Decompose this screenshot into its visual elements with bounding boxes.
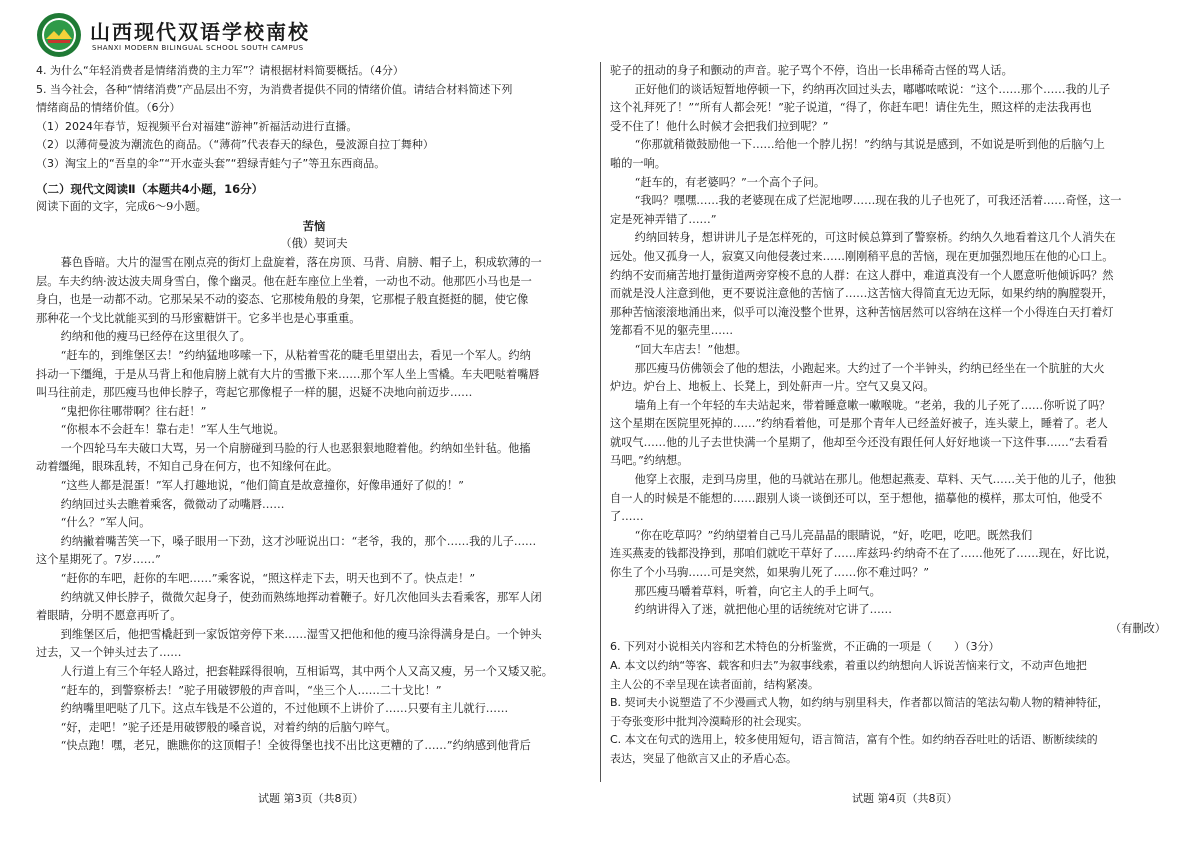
text-line: 这个星期在医院里死掉的……”约纳看着他，可是那个青年人已经盖好被子，连头蒙上，睡着了。老人 [610,417,1108,431]
text-line: 暮色昏暗。大片的湿雪在刚点亮的街灯上盘旋着，落在房顶、马背、肩膀、帽子上，积成软薄的一 [60,255,542,269]
column-divider [600,62,601,782]
story-text-right [610,62,1166,620]
text-line: 那种花一个戈比就能买到的马形蜜糖饼干。它多半也是心事重重。 [36,311,361,325]
text-line: 这个星期死了。7岁……” [36,553,161,567]
text-line: “你那就稍微鼓励他一下……给他一个脖儿拐！”约纳与其说是感到，不如说是听到他的后脑勺上 [634,138,1105,152]
text-line: 人行道上有三个年轻人路过，把套鞋踩得很响，互相诟骂，其中两个人又高又瘦，另一个又矮又驼。 [60,665,553,678]
text-line: 主人公的不幸呈现在读者面前，结构紧凑。 [610,677,819,691]
text-line: “快点跑！嘿，老兄，瞧瞧你的这顶帽子！全彼得堡也找不出比这更糟的了……”约纳感到他背后 [60,739,531,753]
question-4-5 [36,62,592,174]
story-author: （俄）契诃夫 [280,237,348,251]
text-line: 那种苦恼滚滚地涌出来，似乎可以淹没整个世界，这种苦恼居然可以容纳在这样一个小得连白天打着灯 [610,305,1114,319]
text-line: 情绪商品的情绪价值。（6分） [36,101,181,115]
text-line: 啪的一响。 [610,156,666,170]
section-title: （二）现代文阅读Ⅱ（本题共4小题，16分） [36,181,264,196]
page-header [36,10,636,60]
page-number-right: 试题 第4页（共8页） [852,792,958,805]
text-line: B. 契诃夫小说塑造了不少漫画式人物，如约纳与别里科夫，作者都以简洁的笔法勾勒人物的精神特征， [610,696,1109,710]
text-line: “这些人都是混蛋！”军人打趣地说，“他们简直是故意撞你，好像串通好了似的！” [60,479,464,493]
text-line: 约纳和他的瘦马已经停在这里很久了。 [60,330,251,344]
text-line: 远处。他又孤身一人，寂寞又向他侵袭过来……刚刚稍平息的苦恼，现在更加强烈地压在他的心口上。 [610,249,1114,263]
text-line: 而就是没人注意到他，更不要说注意他的苦恼了……这苦恼大得简直无边无际，如果约纳的胸膛裂开， [610,287,1114,301]
text-line: “赶你的车吧，赶你的车吧……”乘客说，“照这样走下去，明天也到不了。快点走！” [60,572,476,586]
text-line: 正好他们的谈话短暂地停顿一下，约纳再次回过头去，嘟嘟哝哝说：“这个……那个……我的儿子 [634,82,1111,96]
text-line: 那匹瘦马嚼着草料，听着，向它主人的手上呵气。 [634,584,881,598]
text-line: 抖动一下缰绳，于是从马背上和他肩膀上就有大片的雪撒下来……那个军人坐上雪橇。车夫吧哒着嘴唇 [36,367,540,381]
text-line: 动着缰绳，眼珠乱转，不知自己身在何方，也不知缘何在此。 [36,460,339,474]
story-text-left [36,254,592,756]
text-line: 你生了个小马驹……可是突然，如果驹儿死了……你不难过吗？” [610,566,929,580]
text-line: 层。车夫约纳·波达波夫周身雪白，像个幽灵。他在赶车座位上坐着，一动也不动。他那匹小马也是一 [36,274,532,288]
text-line: 那匹瘦马仿佛领会了他的想法，小跑起来。大约过了一个半钟头，约纳已经坐在一个肮脏的大火 [634,361,1105,375]
text-line: “好，走吧！”驼子还是用破锣般的嗓音说，对着约纳的后脑勺啐气。 [60,720,397,734]
text-line: 受不住了！他什么时候才会把我们拉到呢？” [610,119,829,133]
text-line: 过去，又一个钟头过去了…… [36,646,182,660]
text-line: “鬼把你往哪带啊？往右赶！” [60,404,207,418]
edited-note: （有删改） [1110,621,1166,635]
text-line: 约纳嘴里吧哒了几下。这点车钱是不公道的，不过他顾不上讲价了……只要有主儿就行…… [60,702,509,716]
right-column [610,62,1166,769]
text-line: 叫马往前走，那匹瘦马也伸长脖子，弯起它那像棍子一样的腿，迟疑不决地向前迈步…… [36,386,473,400]
text-line: 连买燕麦的钱都没挣到，那咱们就吃干草好了……库兹玛·约纳奇不在了……他死了……现在，好比说， [610,547,1117,561]
text-line: 他穿上衣服，走到马房里，他的马就站在那儿。他想起燕麦、草料、天气……关于他的儿子，他独 [634,473,1116,487]
text-line: 6. 下列对小说相关内容和艺术特色的分析鉴赏，不正确的一项是（ ）（3分） [610,640,1000,654]
page-number-left: 试题 第3页（共8页） [258,792,364,805]
left-column [36,62,592,756]
story-title: 苦恼 [302,218,326,233]
text-line: 一个四轮马车夫破口大骂，另一个肩膀碰到马脸的行人也恶狠狠地瞪着他。约纳如坐针毡。他搐 [60,441,531,455]
text-line: 笼都看不见的躯壳里…… [610,324,734,338]
school-name-cn: 山西现代双语学校南校 [90,20,310,44]
text-line: 就叹气……他的儿子去世快满一个星期了，他却至今还没有跟任何人好好地谈一下这件事……“去看看 [610,435,1108,449]
text-line: C. 本文在句式的选用上，较多使用短句，语言简洁，富有个性。如约纳吞吞吐吐的话语、断断续续的 [610,733,1098,747]
text-line: 驼子的扭动的身子和颤动的声音。驼子骂个不停，诌出一长串稀奇古怪的骂人话。 [610,64,1013,77]
text-line: 身白，也是一动都不动。它那呆呆不动的姿态、它那棱角般的身架，它那棍子般直挺挺的腿，使它像 [36,293,529,307]
text-line: 这个礼拜死了！”“所有人都会死！”驼子说道，“得了，你赶车吧！请住先生，照这样的走法我再也 [610,101,1092,115]
text-line: “赶车的，有老婆吗？”一个高个子问。 [634,175,826,189]
school-name-en: SHANXI MODERN BILINGUAL SCHOOL SOUTH CAMPUS [92,44,304,52]
text-line: “你在吃草吗？”约纳望着自己马儿亮晶晶的眼睛说，“好，吃吧，吃吧。既然我们 [634,528,1033,542]
text-line: 4. 为什么“年轻消费者是情绪消费的主力军”？请根据材料简要概括。（4分） [36,64,404,77]
text-line: 到维堡区后，他把雪橇赶到一家饭馆旁停下来……湿雪又把他和他的瘦马涂得满身是白。一个钟头 [60,627,542,641]
text-line: 约纳不安而痛苦地打量街道两旁穿梭不息的人群：在这人群中，难道真没有一个人愿意听他倾诉吗？然 [610,268,1114,282]
text-line: 约纳撇着嘴苦笑一下，嗓子眼用一下劲，这才沙哑说出口：“老爷，我的，那个……我的儿子…… [60,534,537,548]
text-line: 炉边。炉台上、地板上、长凳上，到处鼾声一片。空气又臭又闷。 [610,380,935,394]
text-line: 马吧。”约纳想。 [610,454,689,468]
text-line: （2）以薄荷曼波为潮流色的商品。（“薄荷”代表春天的绿色，曼波源自拉丁舞种） [36,138,434,152]
text-line: “我吗？嘿嘿……我的老婆现在成了烂泥地啰……现在我的儿子也死了，可我还活着……奇怪，这一 [634,194,1122,208]
text-line: 约纳讲得入了迷，就把他心里的话统统对它讲了…… [634,603,892,617]
text-line: 了…… [610,510,644,524]
text-line: “什么？”军人问。 [60,516,151,530]
text-line: 约纳回过头去瞧着乘客，微微动了动嘴唇…… [60,497,285,511]
text-line: 约纳回转身，想讲讲儿子是怎样死的，可这时候总算到了警察桥。约纳久久地看着这几个人消失在 [634,231,1116,245]
text-line: 约纳就又伸长脖子，微微欠起身子，使劲而熟练地挥动着鞭子。好几次他回头去看乘客，那军人闭 [60,590,542,604]
text-line: 5. 当今社会，各种“情绪消费”产品层出不穷，为消费者提供不同的情绪价值。请结合材料简述下列 [36,82,513,96]
text-line: 表达，突显了他欲言又止的矛盾心态。 [610,751,797,765]
text-line: 着眼睛，分明不愿意再听了。 [36,609,182,623]
text-line: 于夸张变形中批判冷漠畸形的社会现实。 [610,714,808,728]
text-line: 定是死神弄错了……” [610,212,717,226]
text-line: “赶车的，到维堡区去！”约纳猛地哆嗦一下，从粘着雪花的睫毛里望出去，看见一个军人。约纳 [60,348,531,362]
question-6 [610,638,1166,768]
text-line: （3）淘宝上的“吾皇的伞”“开水壶头套”“碧绿青蛙勺子”等丑东西商品。 [36,156,386,170]
text-line: “你根本不会赶车！靠右走！”军人生气地说。 [60,423,285,437]
reading-instruction: 阅读下面的文字，完成6～9小题。 [36,200,207,214]
text-line: “赶车的，到警察桥去！”驼子用破锣般的声音叫，“坐三个人……二十戈比！” [60,683,442,697]
text-line: A. 本文以约纳“等客、载客和归去”为叙事线索，着重以约纳想向人诉说苦恼来行文，不动声色地把 [610,659,1087,672]
school-logo-icon [36,12,82,58]
text-line: 自一人的时候是不能想的……跟别人谈一谈倒还可以，至于想他，描摹他的模样，那太可怕，他受不 [610,491,1103,505]
text-line: （1）2024年春节，短视频平台对福建“游神”祈福活动进行直播。 [36,119,358,133]
text-line: 墙角上有一个年轻的车夫站起来，带着睡意嗽一嗽喉咙。“老弟，我的儿子死了……你听说了吗？ [634,398,1111,412]
text-line: “回大车店去！”他想。 [634,342,747,356]
